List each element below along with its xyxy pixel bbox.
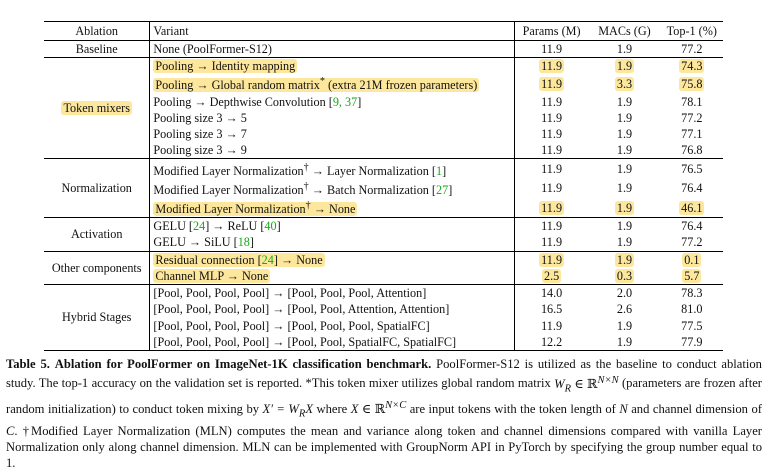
macs-cell: 1.9 [616, 143, 633, 158]
params-cell: 11.9 [541, 162, 563, 177]
variant-cell: GELU → SiLU [18] [150, 234, 515, 251]
macs-cell: 1.9 [616, 162, 633, 177]
table-row [44, 218, 723, 235]
params-cell: 11.9 [541, 235, 563, 250]
macs-cell: 1.9 [616, 235, 633, 250]
table-row [44, 58, 723, 75]
macs-cell: 1.9 [616, 59, 633, 74]
caption-sentence-2e: and channel dimension of [631, 401, 762, 416]
table-group [44, 41, 723, 58]
params-cell: 11.9 [541, 94, 563, 109]
top1-cell: 78.3 [681, 286, 703, 301]
top1-cell: 77.2 [681, 42, 703, 56]
table-row [44, 41, 723, 58]
top1-cell: 77.2 [681, 110, 703, 125]
macs-cell: 0.3 [616, 268, 633, 283]
macs-cell: 1.9 [616, 200, 633, 215]
params-cell: 11.9 [541, 110, 563, 125]
variant-cell: Pooling → Identity mapping [150, 58, 515, 75]
citation-ref: 18 [237, 235, 250, 250]
top1-cell: 46.1 [681, 200, 703, 215]
top1-cell: 0.1 [684, 252, 700, 267]
ablation-label: Activation [44, 218, 150, 251]
table-caption [6, 356, 762, 472]
macs-cell: 1.9 [616, 219, 633, 234]
variant-cell: None (PoolFormer-S12) [150, 41, 515, 58]
ablation-label: Normalization [44, 159, 150, 218]
macs-cell: 1.9 [616, 94, 633, 109]
table-group [44, 218, 723, 251]
params-cell: 12.2 [540, 334, 563, 349]
top1-cell: 77.2 [681, 235, 703, 250]
math-xprime: $X' = W_RX$ [262, 401, 314, 420]
ablation-label: Other components [44, 251, 150, 284]
macs-cell: 1.9 [616, 318, 633, 333]
top1-cell: 5.7 [684, 268, 700, 283]
header-top1: Top-1 (%) [666, 23, 717, 38]
variant-cell: [Pool, Pool, Pool, Pool] → [Pool, Pool, Attention, Attention] [150, 301, 515, 317]
variant-cell: [Pool, Pool, Pool, Pool] → [Pool, Pool, SpatialFC, SpatialFC] [150, 334, 515, 351]
variant-cell: Pooling size 3 → 5 [150, 110, 515, 126]
macs-cell: 3.3 [616, 76, 633, 91]
citation-ref: 24 [193, 219, 206, 234]
variant-cell: [Pool, Pool, Pool, Pool] → [Pool, Pool, Pool, SpatialFC] [150, 318, 515, 334]
table-group [44, 58, 723, 159]
macs-cell: 1.9 [616, 334, 633, 349]
top1-cell: 77.1 [681, 127, 703, 142]
params-cell: 11.9 [541, 143, 563, 158]
ablation-label: Hybrid Stages [44, 285, 150, 351]
params-cell: 11.9 [541, 59, 563, 74]
citation-ref: 24 [261, 252, 274, 267]
top1-cell: 76.8 [681, 143, 703, 158]
citation-ref: 9, 37 [332, 94, 358, 109]
variant-cell: Pooling size 3 → 9 [150, 142, 515, 159]
table-group [44, 251, 723, 284]
macs-cell: 1.9 [616, 252, 633, 267]
params-cell: 11.9 [541, 127, 563, 142]
top1-cell: 76.5 [681, 162, 703, 177]
math-n: N [619, 401, 628, 416]
caption-sentence-1: PoolFormer-S12 is utilized as the baseline to conduct ablation study. The top-1 accuracy on the validation set is reported. [6, 357, 762, 391]
variant-cell: GELU [24] → ReLU [40] [150, 218, 515, 235]
top1-cell: 75.8 [681, 76, 703, 91]
params-cell: 11.9 [541, 42, 563, 56]
citation-ref: 27 [436, 182, 449, 197]
macs-cell: 2.6 [616, 302, 633, 317]
caption-sentence-2a: *This token mixer utilizes global random matrix [305, 376, 551, 391]
ablation-table [44, 21, 723, 351]
variant-cell: Residual connection [24] → None [150, 251, 515, 268]
top1-cell: 76.4 [681, 219, 703, 234]
citation-ref: 40 [264, 219, 277, 234]
params-cell: 11.9 [541, 181, 563, 196]
citation-ref: 1 [435, 163, 443, 178]
params-cell: 11.9 [541, 200, 563, 215]
table-row [44, 285, 723, 302]
macs-cell: 1.9 [616, 110, 633, 125]
table-header-row [44, 22, 723, 41]
params-cell: 2.5 [543, 268, 560, 283]
variant-cell: [Pool, Pool, Pool, Pool] → [Pool, Pool, Pool, Attention] [150, 285, 515, 302]
params-cell: 11.9 [541, 318, 563, 333]
caption-sentence-2d: are input tokens with the token length of [409, 401, 616, 416]
table-row [44, 159, 723, 179]
caption-label: Table 5. [6, 357, 50, 371]
header-params: Params (M) [522, 23, 581, 38]
header-variant: Variant [150, 22, 515, 41]
top1-cell: 81.0 [681, 302, 703, 317]
params-cell: 16.5 [540, 302, 563, 317]
macs-cell: 2.0 [616, 286, 633, 301]
caption-sentence-2b: (parameters are frozen after random initialization) to conduct token mixing by [6, 376, 762, 416]
table-group [44, 285, 723, 351]
macs-cell: 1.9 [616, 181, 633, 196]
params-cell: 11.9 [541, 76, 563, 91]
top1-cell: 74.3 [681, 59, 703, 74]
top1-cell: 77.9 [681, 334, 703, 349]
top1-cell: 77.5 [681, 318, 703, 333]
math-c: C. [6, 423, 18, 438]
variant-cell: Channel MLP → None [150, 268, 515, 285]
variant-cell: Modified Layer Normalization† → None [150, 198, 515, 218]
params-cell: 11.9 [541, 219, 563, 234]
caption-title: Ablation for PoolFormer on ImageNet-1K classification benchmark. [54, 357, 432, 371]
variant-cell: Modified Layer Normalization† → Batch Normalization [27] [150, 179, 515, 198]
params-cell: 11.9 [541, 252, 563, 267]
math-x-in: X ∈ ℝ$^{N\times C}$ [350, 399, 407, 416]
top1-cell: 76.4 [681, 181, 703, 196]
macs-cell: 1.9 [616, 42, 633, 56]
variant-cell: Pooling size 3 → 7 [150, 126, 515, 142]
variant-cell: Pooling → Depthwise Convolution [9, 37] [150, 94, 515, 110]
ablation-label: Baseline [44, 41, 150, 58]
table-row [44, 251, 723, 268]
top1-cell: 78.1 [681, 94, 703, 109]
macs-cell: 1.9 [616, 127, 633, 142]
variant-cell: Pooling → Global random matrix* (extra 21M frozen parameters) [150, 74, 515, 93]
variant-cell: Modified Layer Normalization† → Layer Normalization [1] [150, 159, 515, 179]
math-wr: $W_R$ ∈ ℝ$^{N\times N}$ [554, 374, 619, 395]
caption-sentence-2c: where [316, 401, 348, 416]
caption-sentence-3: †Modified Layer Normalization (MLN) computes the mean and variance along token and channel dimensions compared with vanilla Layer Normalization only along channel dimension. MLN can be implemented with GroupNorm API in PyTorch by specifying the group number equal to 1. [6, 423, 762, 471]
header-macs: MACs (G) [598, 23, 651, 38]
params-cell: 14.0 [540, 286, 563, 301]
table-group [44, 159, 723, 218]
header-ablation: Ablation [44, 22, 150, 41]
ablation-label: Token mixers [44, 58, 150, 159]
